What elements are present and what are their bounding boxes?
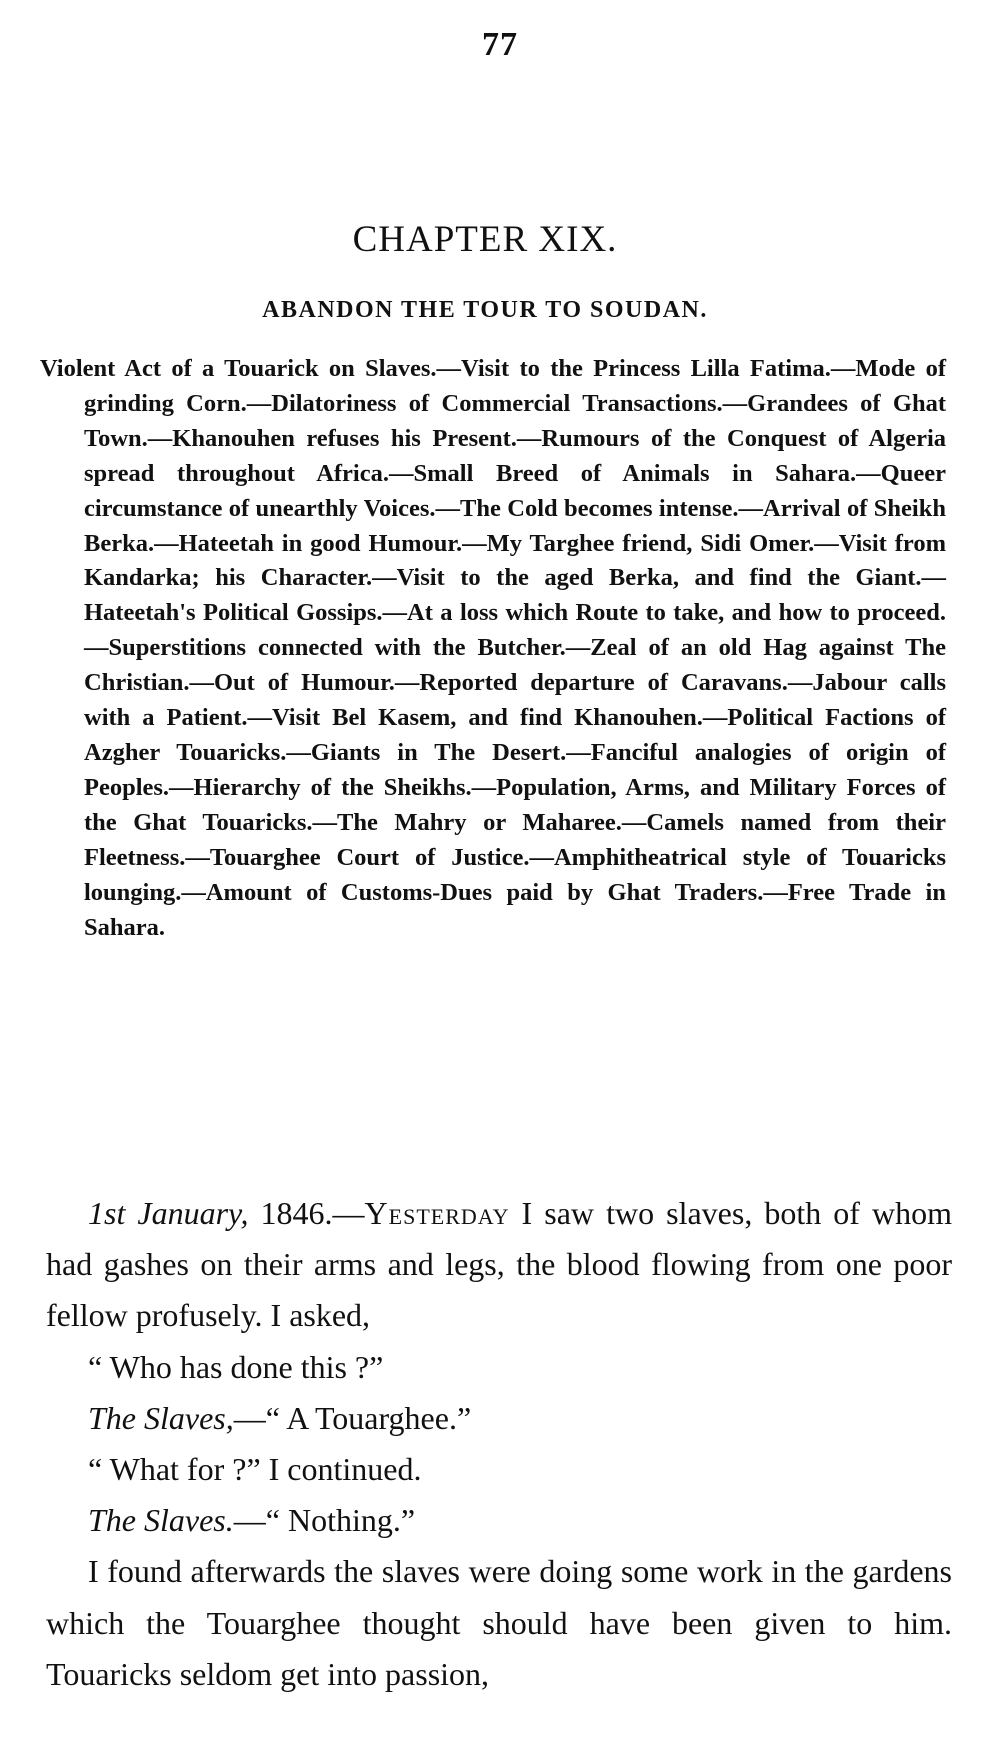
chapter-title: CHAPTER XIX.	[352, 219, 618, 260]
entry-date: 1st January,	[88, 1195, 249, 1231]
reply-text-2: —“ Nothing.”	[233, 1502, 416, 1539]
dialogue-reply-2	[46, 1495, 952, 1546]
page-number: 77	[482, 26, 518, 63]
paragraph-opening-text: I saw two slaves, both of whom had gashes on their arms and legs, the blood flowing from one poor fellow profusely. I asked,	[46, 1195, 953, 1334]
entry-year: 1846.—	[260, 1195, 365, 1231]
dialogue-question: “ Who has done this ?”	[88, 1348, 384, 1385]
speaker-label-2: The Slaves.	[88, 1502, 234, 1539]
paragraph-opening	[46, 1188, 952, 1342]
body-text	[46, 1188, 952, 1700]
opening-word: Yesterday	[364, 1195, 510, 1231]
reply-text-1: —“ A Touarghee.”	[233, 1399, 472, 1436]
chapter-synopsis: Violent Act of a Touarick on Slaves.—Visit to the Princess Lilla Fatima.—Mode of grinding Corn.—Dilatoriness of Commercial Transactions.—Grandees of Ghat Town.—Khanouhen refuses his Present.—Rumours of the Conquest of Algeria spread throughout Africa.—Small Breed of Animals in Sahara.—Queer circumstance of unearthly Voices.—The Cold becomes intense.—Arrival of Sheikh Berka.—Hateetah in good Humour.—My Targhee friend, Sidi Omer.—Visit from Kandarka; his Character.—Visit to the aged Berka, and find the Giant.—Hateetah's Political Gossips.—At a loss which Route to take, and how to proceed.—Superstitions connected with the Butcher.—Zeal of an old Hag against The Christian.—Out of Humour.—Reported departure of Caravans.—Jabour calls with a Patient.—Visit Bel Kasem, and find Khanouhen.—Political Factions of Azgher Touaricks.—Giants in The Desert.—Fanciful analogies of origin of Peoples.—Hierarchy of the Sheikhs.—Population, Arms, and Military Forces of the Ghat Touaricks.—The Mahry or Maharee.—Camels named from their Fleetness.—Touarghee Court of Justice.—Amphitheatrical style of Touaricks lounging.—Amount of Customs-Dues paid by Ghat Traders.—Free Trade in Sahara.	[40, 355, 946, 941]
dialogue-followup: “ What for ?” I continued.	[88, 1451, 422, 1488]
paragraph-closing: I found afterwards the slaves were doing some work in the gardens which the Touarghee thought should have been given to him. Touaricks seldom get into passion,	[46, 1553, 952, 1692]
speaker-label-1: The Slaves,	[88, 1399, 234, 1436]
dialogue-reply-1	[46, 1393, 952, 1444]
chapter-subtitle: ABANDON THE TOUR TO SOUDAN.	[262, 297, 708, 323]
